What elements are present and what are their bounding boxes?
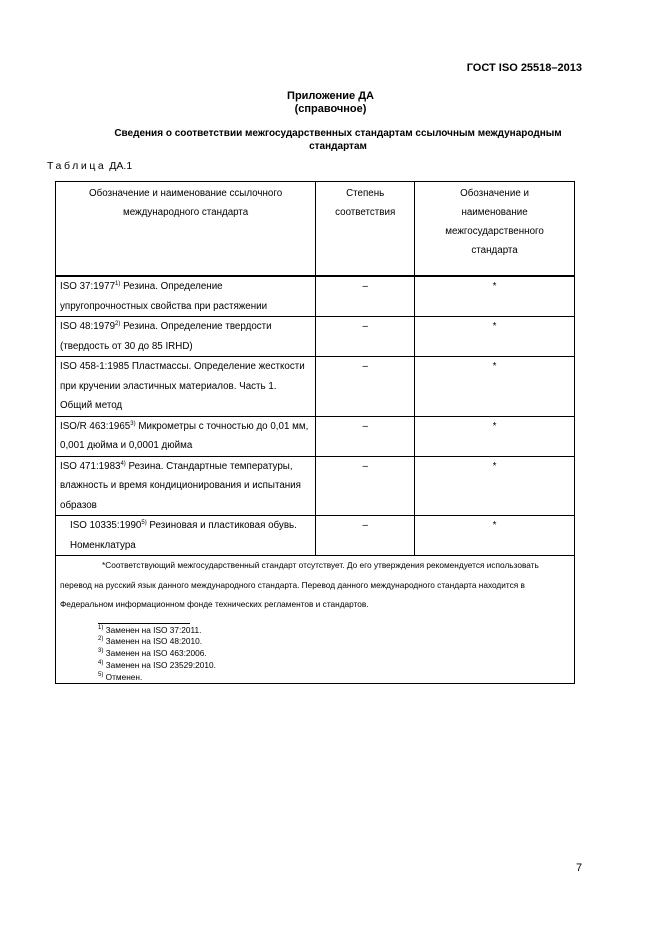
table-label-number: ДА.1 — [109, 160, 133, 172]
footnote-mark: 3) — [98, 648, 104, 655]
footnote-text: Заменен на ISO 463:2006. — [103, 648, 207, 659]
standard-title: Микрометры с точностью до 0,01 мм, 0,001 дюйма и 0,0001 дюйма — [60, 420, 309, 451]
table-label — [47, 160, 132, 172]
table-row — [56, 416, 575, 456]
table-row — [56, 317, 575, 357]
footnote-mark: 4) — [120, 460, 126, 467]
document-code: ГОСТ ISO 25518–2013 — [466, 62, 582, 74]
standard-code: ISO 471:1983 — [60, 460, 121, 472]
standard-title: Резина. Определение твердости (твердость от 30 до 85 IRHD) — [60, 321, 272, 352]
footnote — [98, 648, 570, 660]
footnote-mark: 5) — [98, 671, 104, 678]
column-header-interstate-standard: Обозначение и наименование межгосударственного стандарта — [415, 182, 575, 277]
cell-interstate-standard: * — [415, 276, 575, 317]
cell-international-standard — [56, 317, 316, 357]
footnote-text: Отменен. — [103, 671, 143, 682]
footnote-text: Заменен на ISO 23529:2010. — [103, 659, 216, 670]
footnote-mark: 2) — [98, 636, 104, 643]
cell-degree: – — [316, 516, 415, 556]
cell-degree: – — [316, 276, 415, 317]
standard-code: ISO 10335:1990 — [70, 520, 142, 531]
cell-interstate-standard: * — [415, 317, 575, 357]
cell-degree: – — [316, 416, 415, 456]
table-row — [56, 276, 575, 317]
table-note: *Соответствующий межгосударственный стандарт отсутствует. До его утверждения рекомендуется использовать перевод на русский язык данного международного стандарта. Перевод данного международного стандарта находится в Федеральном информационном фонде технических регламентов и стандартов. — [60, 560, 539, 609]
footnote-mark: 3) — [130, 420, 136, 427]
table-row — [56, 456, 575, 516]
footnote-divider — [98, 623, 190, 624]
section-heading: Сведения о соответствии межгосударственных стандартам ссылочным международным стандартам — [114, 128, 562, 152]
footnote-mark: 4) — [98, 659, 104, 666]
footnote-text: Заменен на ISO 37:2011. — [103, 624, 202, 635]
footnote-mark: 1) — [98, 624, 104, 631]
standard-title: Пластмассы. Определение жесткости при кручении эластичных материалов. Часть 1. Общий метод — [60, 361, 305, 411]
standard-title: Резина. Стандартные температуры, влажность и время кондиционирования и испытания образов — [60, 460, 301, 511]
footnote — [98, 660, 570, 672]
annex-title: Приложение ДА — [287, 90, 374, 102]
column-header-degree: Степень соответствия — [316, 182, 415, 277]
page-number: 7 — [576, 862, 583, 874]
standard-title: Резина. Определение упругопрочностных свойства при растяжении — [60, 281, 268, 312]
cell-interstate-standard: * — [415, 357, 575, 417]
footnote-mark: 1) — [115, 281, 121, 287]
cell-interstate-standard: * — [415, 456, 575, 516]
annex-subtitle: (справочное) — [294, 103, 367, 115]
table-notes — [56, 556, 575, 684]
table-row — [56, 516, 575, 556]
standard-code: ISO/R 463:1965 — [60, 420, 131, 432]
cell-interstate-standard: * — [415, 516, 575, 556]
footnote-mark: 2) — [115, 321, 121, 327]
footnote-text: Заменен на ISO 48:2010. — [103, 636, 203, 647]
cell-interstate-standard: * — [415, 416, 575, 456]
cell-degree: – — [316, 317, 415, 357]
table-label-word: Таблица — [47, 160, 107, 172]
cell-international-standard — [56, 276, 316, 317]
cell-degree: – — [316, 456, 415, 516]
table-notes-row — [56, 556, 575, 684]
cell-international-standard — [56, 416, 316, 456]
cell-international-standard — [56, 456, 316, 516]
table-header-row — [56, 182, 575, 277]
standard-code: ISO 48:1979 — [60, 321, 116, 332]
table-row — [56, 357, 575, 417]
footnote — [98, 672, 570, 684]
standard-title: Резиновая и пластиковая обувь. Номенклатура — [70, 520, 297, 551]
annex-heading — [0, 90, 661, 116]
reference-table — [55, 181, 575, 684]
cell-degree: – — [316, 357, 415, 417]
footnote — [98, 636, 570, 648]
footnote-mark: 5) — [141, 520, 147, 526]
column-header-international-standard: Обозначение и наименование ссылочного международного стандарта — [56, 182, 316, 277]
footnote — [98, 625, 570, 637]
standard-code: ISO 458-1:1985 — [60, 361, 130, 372]
cell-international-standard — [56, 357, 316, 417]
standard-code: ISO 37:1977 — [60, 281, 116, 292]
cell-international-standard — [56, 516, 316, 556]
